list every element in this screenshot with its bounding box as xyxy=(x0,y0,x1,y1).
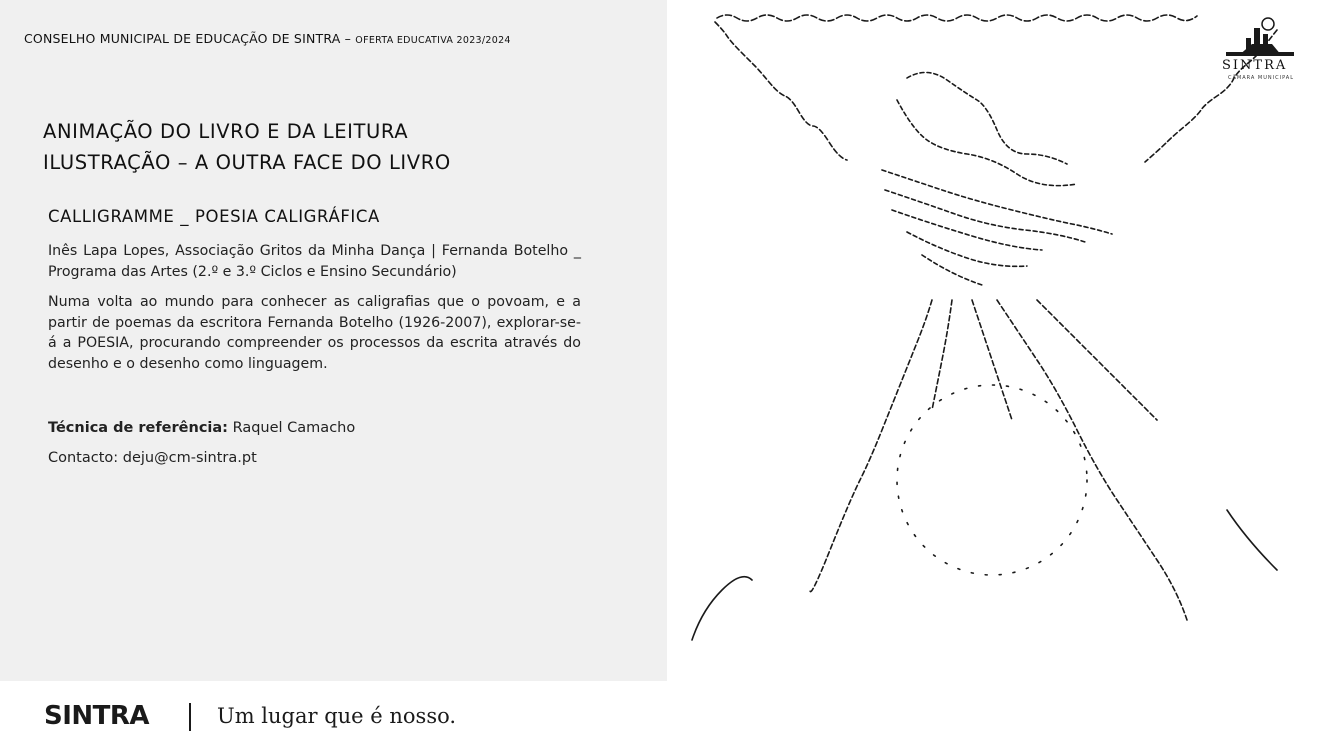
calligram-illustration xyxy=(667,0,1333,681)
logo-wordmark: SINTRA xyxy=(1222,58,1288,73)
reference-technician xyxy=(48,420,355,436)
activity-authors: Inês Lapa Lopes, Associação Gritos da Minha Dança | Fernanda Botelho _ Programa das Artes (2.º e 3.º Ciclos e Ensino Secundário) xyxy=(48,243,581,280)
reference-name: Raquel Camacho xyxy=(232,420,356,436)
page-title xyxy=(43,116,451,178)
footer-divider xyxy=(189,703,191,731)
footer-brand-logo: SINTRA xyxy=(44,701,150,731)
contact-line: Contacto: deju@cm-sintra.pt xyxy=(48,450,257,466)
title-line-2: ILUSTRAÇÃO – A OUTRA FACE DO LIVRO xyxy=(43,151,451,174)
logo-subtitle: CÂMARA MUNICIPAL xyxy=(1228,75,1294,81)
activity-name: CALLIGRAMME _ POESIA CALIGRÁFICA xyxy=(48,207,380,226)
header-line xyxy=(24,31,511,46)
header-organization: CONSELHO MUNICIPAL DE EDUCAÇÃO DE SINTRA – xyxy=(24,31,352,46)
footer-slogan: Um lugar que é nosso. xyxy=(217,704,457,728)
activity-description: Numa volta ao mundo para conhecer as caligrafias que o povoam, e a partir de poemas da escritora Fernanda Botelho (1926-2007), explorar-se-á a POESIA, procurando compreender os processos da escrita através do desenho e o desenho como linguagem. xyxy=(48,294,581,372)
reference-label: Técnica de referência: xyxy=(48,420,228,436)
title-line-1: ANIMAÇÃO DO LIVRO E DA LEITURA xyxy=(43,120,409,143)
header-edition: OFERTA EDUCATIVA 2023/2024 xyxy=(355,35,511,46)
